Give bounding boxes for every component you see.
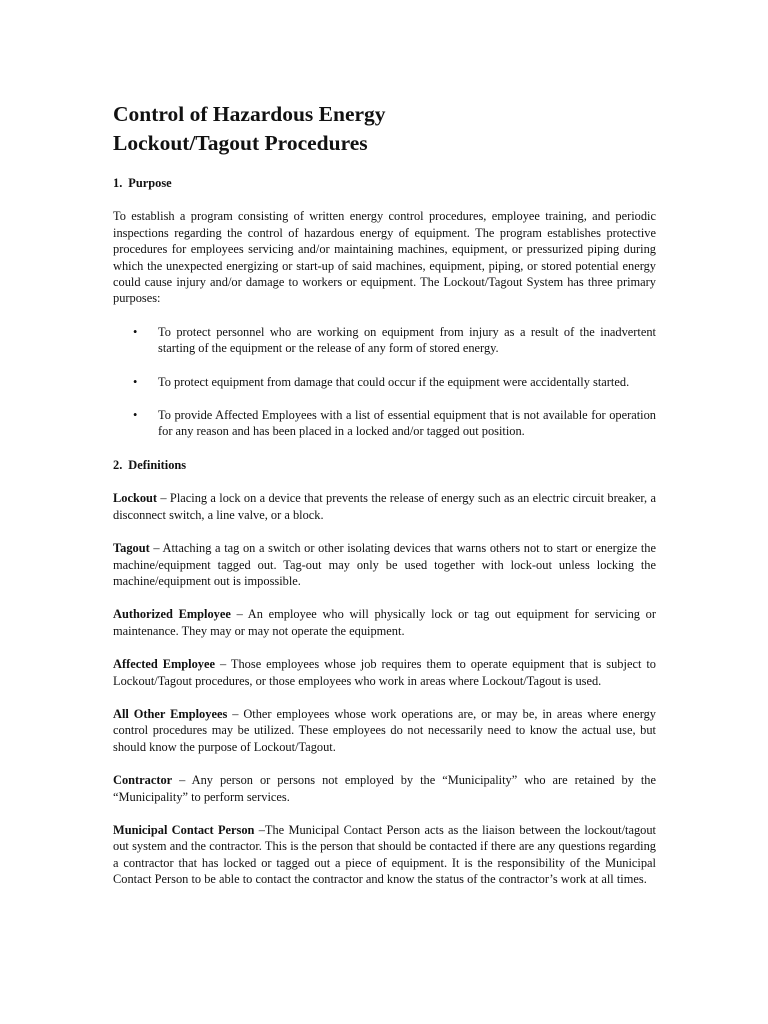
purpose-item	[113, 374, 656, 390]
definitions-number: 2.	[113, 457, 123, 472]
purpose-item-text: To provide Affected Employees with a list of essential equipment that is not available for operation for any reason and has been placed in a locked and/or tagged out position.	[158, 408, 656, 439]
bullet-icon: •	[133, 408, 138, 423]
definition-term: Lockout	[113, 491, 158, 506]
definition-contractor	[113, 772, 656, 805]
definition-lockout	[113, 490, 656, 523]
document-title	[113, 100, 656, 158]
definition-term: Contractor	[113, 773, 173, 788]
purpose-item-text: To protect equipment from damage that could occur if the equipment were accidentally started.	[158, 374, 630, 389]
purpose-heading-label: Purpose	[128, 176, 172, 190]
definition-term: Tagout	[113, 541, 150, 556]
bullet-icon: •	[133, 374, 138, 389]
title-line-2: Lockout/Tagout Procedures	[113, 131, 368, 155]
definitions-heading	[113, 457, 656, 473]
bullet-icon: •	[133, 324, 138, 339]
definition-text: – Any person or persons not employed by the “Municipality” who are retained by the “Municipality” to perform services.	[113, 773, 656, 804]
definition-text: – Attaching a tag on a switch or other isolating devices that warns others not to start or energize the machine/equipment tagged out. Tag-out may only be used together with lock-out unless locking the machine/equipment out is impossible.	[113, 541, 656, 588]
definition-term: All Other Employees	[113, 706, 228, 721]
purpose-number: 1.	[113, 176, 123, 190]
purpose-list	[113, 324, 656, 440]
purpose-heading	[113, 175, 656, 191]
definition-text: – An employee who will physically lock or tag out equipment for servicing or maintenance. They may or may not operate the equipment.	[113, 607, 656, 638]
definition-term: Municipal Contact Person	[113, 822, 255, 837]
definition-municipal-contact-person	[113, 822, 656, 888]
definition-tagout	[113, 540, 656, 589]
definition-text: – Other employees whose work operations are, or may be, in areas where energy control procedures may be utilized. These employees do not necessarily need to know the actual use, but should know the purpose of Lockout/Tagout.	[113, 706, 656, 754]
definition-text: – Placing a lock on a device that prevents the release of energy such as an electric circuit breaker, a disconnect switch, a line valve, or a block.	[113, 491, 656, 522]
definition-text: – Those employees whose job requires them to operate equipment that is subject to Lockout/Tagout procedures, or those employees who work in areas where Lockout/Tagout is used.	[113, 657, 656, 688]
definition-text: –The Municipal Contact Person acts as the liaison between the lockout/tagout out system and the contractor. This is the person that should be contacted if there are any questions regarding a contractor that has locked or tagged out a piece of equipment. It is the responsibility of the Municipal Contact Person to be able to contact the contractor and know the status of the contractor’s work at all times.	[113, 822, 656, 887]
purpose-intro: To establish a program consisting of written energy control procedures, employee training, and periodic inspections regarding the control of hazardous energy of equipment. The program establishes protective procedures for employees servicing and/or maintaining machines, equipment, or pressurized piping during which the unexpected energizing or start-up of said machines, equipment, piping, or stored potential energy could cause injury and/or damage to workers or equipment. The Lockout/Tagout System has three primary purposes:	[113, 209, 656, 306]
purpose-item	[113, 324, 656, 357]
purpose-item	[113, 407, 656, 440]
title-line-1: Control of Hazardous Energy	[113, 102, 386, 126]
definition-all-other-employees	[113, 706, 656, 755]
purpose-item-text: To protect personnel who are working on equipment from injury as a result of the inadvertent starting of the equipment or the release of any form of stored energy.	[158, 324, 656, 356]
definition-term: Authorized Employee	[113, 607, 231, 622]
definition-affected-employee	[113, 656, 656, 689]
definitions-heading-label: Definitions	[128, 457, 187, 472]
definition-term: Affected Employee	[113, 657, 215, 672]
definition-authorized-employee	[113, 606, 656, 639]
document-page	[113, 100, 656, 888]
